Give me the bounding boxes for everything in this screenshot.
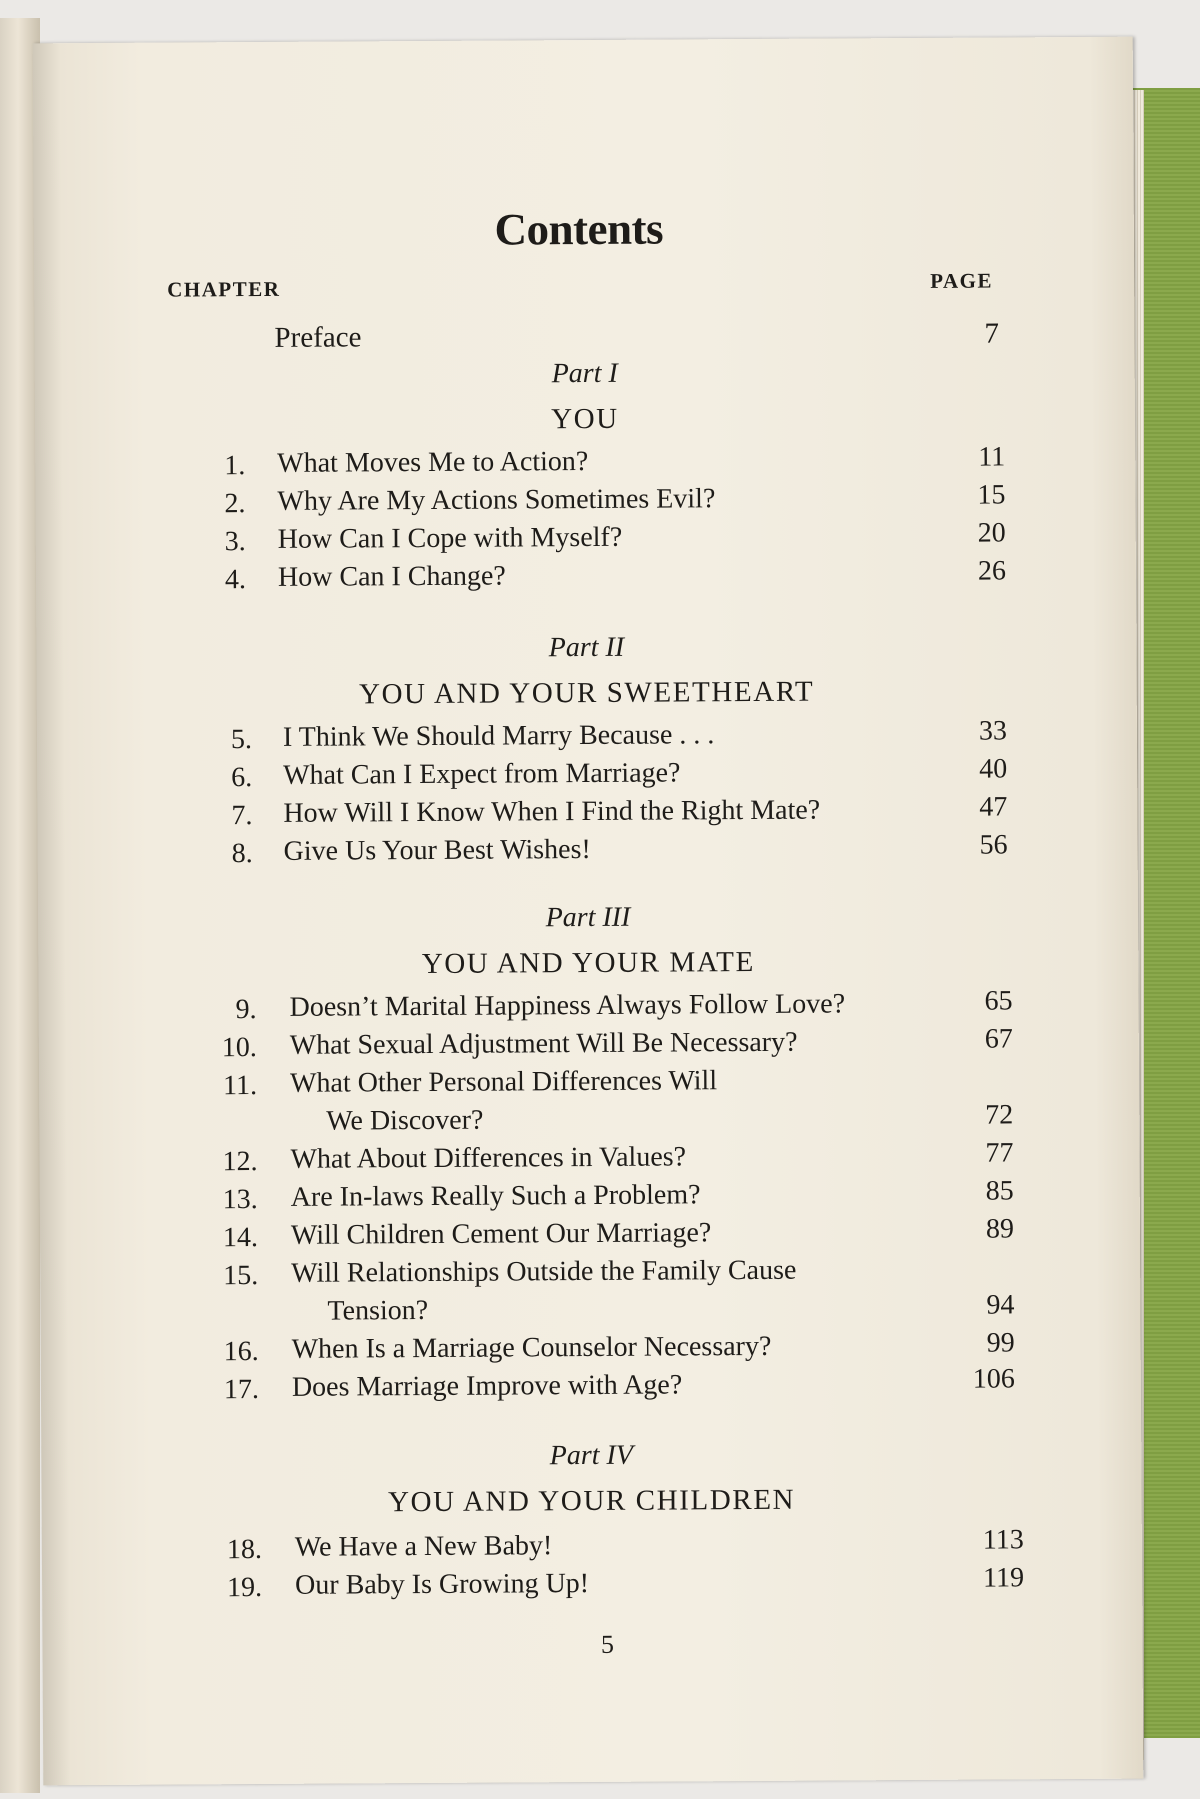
chapter-number: 5.	[230, 724, 253, 756]
chapter-title: Does Marriage Improve with Age?	[291, 1369, 683, 1403]
chapter-title: How Will I Know When I Find the Right Mate?	[283, 794, 821, 829]
page-number: 5	[600, 1629, 615, 1659]
chapter-number: 10.	[221, 1032, 257, 1064]
chapter-page: 47	[979, 791, 1008, 823]
part-label: Part I	[551, 357, 618, 390]
chapter-page: 56	[979, 829, 1008, 861]
chapter-number: 11.	[222, 1070, 258, 1102]
chapter-number: 19.	[227, 1572, 263, 1604]
chapter-page: 11	[978, 441, 1006, 473]
chapter-number: 3.	[224, 526, 246, 558]
chapter-title: Will Relationships Outside the Family Cause	[291, 1254, 797, 1289]
chapter-page: 89	[985, 1213, 1015, 1245]
page-title: Contents	[494, 203, 664, 255]
chapter-number: 12.	[222, 1146, 258, 1178]
part-title: YOU AND YOUR SWEETHEART	[358, 675, 815, 711]
chapter-title-continued: Tension?	[327, 1294, 429, 1327]
chapter-page: 106	[972, 1363, 1015, 1395]
page-column-header: PAGE	[930, 268, 994, 293]
chapter-title: What Sexual Adjustment Will Be Necessary?	[289, 1026, 798, 1061]
chapter-number: 8.	[231, 838, 253, 870]
chapter-title: Give Us Your Best Wishes!	[283, 833, 591, 867]
chapter-number: 4.	[224, 564, 247, 596]
chapter-number: 2.	[224, 488, 246, 520]
part-title: YOU AND YOUR CHILDREN	[387, 1483, 796, 1519]
chapter-number: 1.	[224, 450, 246, 482]
chapter-title: Doesn’t Marital Happiness Always Follow Love?	[289, 988, 846, 1023]
chapter-page: 119	[983, 1562, 1025, 1594]
chapter-page: 85	[985, 1175, 1014, 1207]
chapter-page: 72	[985, 1099, 1014, 1131]
chapter-number: 9.	[235, 994, 257, 1026]
chapter-title: What Can I Expect from Marriage?	[283, 757, 681, 791]
chapter-title: What Other Personal Differences Will	[289, 1065, 718, 1099]
part-label: Part II	[548, 631, 625, 664]
chapter-title: I Think We Should Marry Because . . .	[282, 719, 715, 753]
chapter-number: 16.	[223, 1336, 259, 1368]
chapter-title: What About Differences in Values?	[290, 1141, 687, 1175]
chapter-number: 14.	[222, 1222, 259, 1254]
chapter-title: Our Baby Is Growing Up!	[295, 1568, 590, 1601]
chapter-number: 18.	[226, 1534, 262, 1566]
part-title: YOU	[551, 402, 619, 436]
chapter-page: 20	[977, 517, 1006, 549]
chapter-page: 99	[986, 1327, 1015, 1359]
chapter-page: 65	[984, 985, 1013, 1017]
chapter-title: How Can I Change?	[277, 560, 506, 593]
chapter-page: 26	[977, 555, 1007, 587]
chapter-number: 17.	[223, 1374, 260, 1406]
chapter-number: 7.	[231, 800, 253, 832]
preface-page: 7	[984, 317, 1000, 350]
chapter-page: 40	[979, 753, 1008, 785]
chapter-number: 15.	[223, 1260, 259, 1292]
chapter-column-header: CHAPTER	[167, 276, 281, 302]
part-label: Part IV	[549, 1439, 634, 1472]
chapter-page: 94	[986, 1289, 1015, 1321]
chapter-number: 6.	[231, 762, 253, 794]
part-label: Part III	[545, 901, 631, 934]
chapter-page: 113	[982, 1524, 1024, 1556]
chapter-title: Will Children Cement Our Marriage?	[290, 1217, 712, 1251]
chapter-title: Are In-laws Really Such a Problem?	[290, 1179, 701, 1213]
chapter-title: How Can I Cope with Myself?	[277, 521, 623, 555]
chapter-title: We Have a New Baby!	[294, 1530, 553, 1563]
chapter-number: 13.	[222, 1184, 258, 1216]
part-title: YOU AND YOUR MATE	[421, 945, 755, 981]
chapter-page: 67	[984, 1023, 1013, 1055]
chapter-title: Why Are My Actions Sometimes Evil?	[277, 483, 716, 517]
chapter-page: 33	[978, 715, 1008, 747]
chapter-page: 15	[977, 479, 1006, 511]
preface-title: Preface	[274, 321, 362, 354]
contents-page	[33, 37, 1144, 1786]
chapter-page: 77	[985, 1137, 1014, 1169]
chapter-title: What Moves Me to Action?	[277, 445, 589, 479]
chapter-title-continued: We Discover?	[326, 1104, 484, 1137]
chapter-title: When Is a Marriage Counselor Necessary?	[291, 1330, 772, 1365]
